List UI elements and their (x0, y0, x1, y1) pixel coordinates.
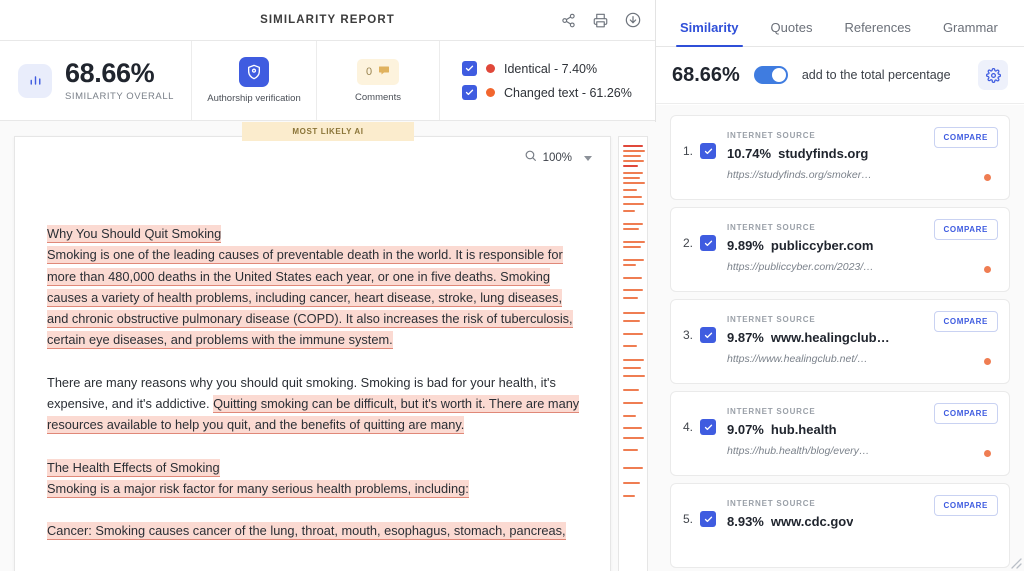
minimap-line (623, 203, 644, 205)
share-icon[interactable] (561, 13, 576, 28)
document-text (47, 223, 586, 563)
minimap-line (623, 246, 641, 248)
shield-person-icon (239, 57, 269, 87)
source-title-row (727, 422, 997, 437)
source-type: INTERNET SOURCE (727, 223, 816, 232)
doc-text-2a: There are many reasons why you should quit smoking. Smoking is bad for your health, it's expensive, and it's addictive. (47, 374, 556, 412)
document-minimap[interactable] (618, 136, 648, 571)
minimap-line (623, 196, 642, 198)
source-name: publiccyber.com (770, 238, 874, 253)
minimap-line (623, 189, 637, 191)
source-url[interactable]: https://publiccyber.com/2023/… (727, 261, 874, 273)
source-type: INTERNET SOURCE (727, 315, 816, 324)
minimap-line (623, 228, 639, 230)
document-viewer (0, 122, 656, 571)
resize-handle-icon[interactable] (1008, 555, 1022, 569)
minimap-line (623, 177, 640, 179)
doc-text-2b: Quitting smoking can be difficult, but it's worth it. There are many resources available to help you quit, and the benefits of quitting are many. (47, 396, 580, 433)
source-item[interactable] (670, 207, 1010, 292)
ai-detection-banner[interactable]: MOST LIKELY AI (242, 122, 414, 141)
identical-color-dot (486, 64, 495, 73)
identical-label: Identical - 7.40% (504, 61, 598, 76)
minimap-line (623, 359, 644, 361)
zoom-level: 100% (542, 152, 572, 164)
chevron-down-icon[interactable] (584, 156, 592, 161)
changed-checkbox[interactable] (462, 85, 477, 100)
source-item[interactable] (670, 391, 1010, 476)
comments-label: Comments (355, 91, 401, 103)
add-to-total-toggle[interactable] (754, 66, 788, 84)
minimap-line (623, 145, 643, 147)
source-index: 5. (683, 512, 694, 526)
tab-similarity[interactable]: Similarity (664, 20, 755, 46)
document-page (14, 136, 611, 571)
source-item[interactable] (670, 483, 1010, 568)
source-type: INTERNET SOURCE (727, 499, 816, 508)
print-icon[interactable] (593, 13, 608, 28)
authorship-label: Authorship verification (207, 93, 301, 104)
source-color-dot (984, 174, 991, 181)
source-item[interactable] (670, 115, 1010, 200)
source-checkbox[interactable] (700, 419, 716, 435)
minimap-line (623, 259, 644, 261)
comment-count: 0 (365, 65, 373, 78)
source-percent: 8.93% (727, 514, 764, 529)
source-color-dot (984, 266, 991, 273)
source-checkbox[interactable] (700, 511, 716, 527)
minimap-line (623, 165, 638, 167)
source-title-row (727, 514, 997, 529)
compare-button[interactable]: COMPARE (934, 495, 999, 516)
match-legend (440, 41, 655, 120)
source-index: 2. (683, 236, 694, 250)
source-type: INTERNET SOURCE (727, 131, 816, 140)
comments-stat[interactable] (317, 41, 440, 120)
source-title-row (727, 238, 997, 253)
source-percent: 9.89% (727, 238, 764, 253)
source-url[interactable]: https://hub.health/blog/every… (727, 445, 870, 457)
compare-button[interactable]: COMPARE (934, 403, 999, 424)
source-checkbox[interactable] (700, 143, 716, 159)
paragraph-health-effects (47, 457, 586, 500)
authorship-verification[interactable] (192, 41, 317, 120)
minimap-line (623, 182, 645, 184)
source-name: hub.health (770, 422, 837, 437)
minimap-line (623, 449, 638, 451)
minimap-line (623, 402, 643, 404)
source-index: 1. (683, 144, 694, 158)
panel-tabs (656, 0, 1024, 47)
minimap-line (623, 467, 643, 469)
minimap-line (623, 482, 640, 484)
paragraph-intro (47, 223, 586, 351)
paragraph-reasons (47, 372, 586, 436)
source-title-row (727, 330, 997, 345)
document-header (0, 0, 655, 41)
similarity-score (0, 41, 192, 120)
minimap-line (623, 297, 638, 299)
search-icon[interactable] (524, 149, 537, 167)
minimap-line (623, 389, 639, 391)
compare-button[interactable]: COMPARE (934, 219, 999, 240)
compare-button[interactable]: COMPARE (934, 311, 999, 332)
source-percent: 10.74% (727, 146, 772, 161)
source-checkbox[interactable] (700, 327, 716, 343)
source-url[interactable]: https://studyfinds.org/smoker… (727, 169, 872, 181)
minimap-line (623, 312, 645, 314)
minimap-line (623, 160, 644, 162)
minimap-line (623, 345, 637, 347)
doc-heading-1: Why You Should Quit Smoking (47, 226, 222, 241)
minimap-line (623, 289, 643, 291)
source-name: studyfinds.org (778, 146, 869, 161)
minimap-line (623, 172, 643, 174)
minimap-line (623, 277, 642, 279)
legend-item-identical[interactable] (462, 61, 597, 76)
doc-heading-2: The Health Effects of Smoking (47, 459, 220, 475)
minimap-line (623, 367, 641, 369)
source-name: www.cdc.gov (770, 514, 854, 529)
total-percentage-bar (656, 47, 1024, 104)
minimap-line (623, 223, 643, 225)
tab-grammar[interactable]: Grammar (942, 20, 998, 35)
sources-panel (656, 0, 1024, 571)
source-name: www.healingclub… (770, 330, 890, 345)
minimap-line (623, 495, 635, 497)
stats-bar (0, 41, 655, 121)
minimap-line (623, 427, 642, 429)
doc-text-4: Cancer: Smoking causes cancer of the lung, throat, mouth, esophagus, stomach, pancreas, (47, 523, 566, 539)
total-percent: 68.66% (672, 63, 740, 86)
similarity-percent: 68.66% (65, 58, 155, 89)
tab-references[interactable]: References (844, 20, 911, 35)
minimap-line (623, 320, 640, 322)
source-checkbox[interactable] (700, 235, 716, 251)
source-index: 4. (683, 420, 694, 434)
source-item[interactable] (670, 299, 1010, 384)
source-color-dot (984, 358, 991, 365)
zoom-control[interactable] (524, 149, 592, 167)
minimap-line (623, 150, 645, 152)
source-type: INTERNET SOURCE (727, 407, 816, 416)
minimap-line (623, 415, 636, 417)
comment-icon (378, 63, 390, 81)
minimap-line (623, 241, 645, 243)
changed-label: Changed text - 61.26% (504, 85, 632, 100)
minimap-line (623, 375, 645, 377)
minimap-line (623, 437, 644, 439)
minimap-line (623, 155, 641, 157)
source-list[interactable] (656, 105, 1024, 571)
paragraph-cancer (47, 520, 586, 541)
source-index: 3. (683, 328, 694, 342)
source-percent: 9.07% (727, 422, 764, 437)
source-percent: 9.87% (727, 330, 764, 345)
source-url[interactable]: https://www.healingclub.net/… (727, 353, 868, 365)
add-to-total-label: add to the total percentage (801, 68, 951, 82)
legend-item-changed[interactable] (462, 85, 632, 100)
comment-count-chip[interactable] (357, 59, 399, 85)
source-title-row (727, 146, 997, 161)
page-title: SIMILARITY REPORT (260, 14, 395, 26)
source-color-dot (984, 450, 991, 457)
similarity-caption: SIMILARITY OVERALL (65, 90, 174, 102)
document-actions (561, 0, 641, 40)
download-icon[interactable] (625, 12, 641, 28)
compare-button[interactable]: COMPARE (934, 127, 999, 148)
chart-icon (18, 64, 52, 98)
minimap-line (623, 264, 636, 266)
doc-text-1: Smoking is one of the leading causes of preventable death in the world. It is responsible for more than 480,000 deaths in the United States each year, or one in five deaths. Smoking causes a variety of health problems, including cancer, heart disease, stroke, lung diseases, and chronic obstructive pulmonary disease (COPD). It also increases the risk of tuberculosis, certain eye diseases, and problems with the immune system. (47, 247, 573, 348)
minimap-line (623, 333, 643, 335)
gear-icon[interactable] (978, 60, 1008, 90)
minimap-line (623, 210, 635, 212)
identical-checkbox[interactable] (462, 61, 477, 76)
changed-color-dot (486, 88, 495, 97)
doc-text-3: Smoking is a major risk factor for many serious health problems, including: (47, 480, 469, 496)
tab-quotes[interactable]: Quotes (770, 20, 813, 35)
